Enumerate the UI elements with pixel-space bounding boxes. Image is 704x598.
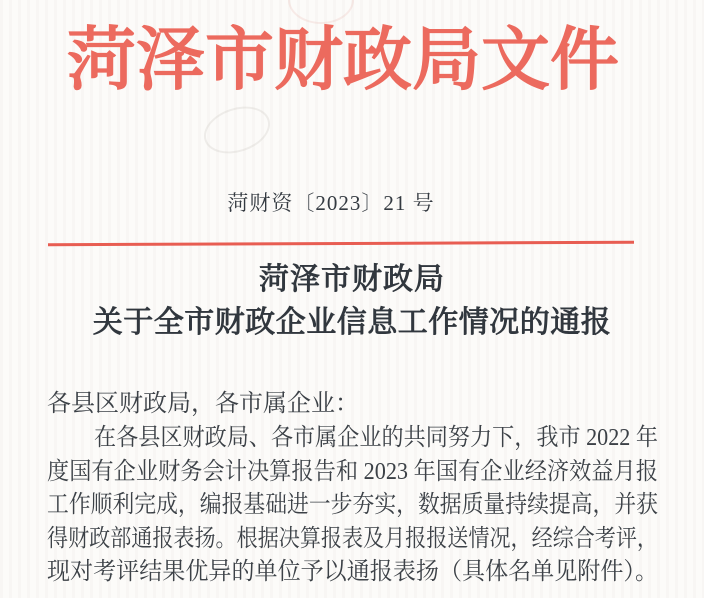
document-number-text: 菏财资〔2023〕21 号 — [227, 191, 435, 215]
letterhead-title — [0, 14, 686, 106]
body-line: 在各县区财政局、各市属企业的共同努力下，我市 2022 年 — [94, 425, 658, 451]
document-title — [7, 258, 697, 344]
scan-artifact — [198, 99, 276, 162]
letterhead-title-text: 菏泽市财政局文件 — [67, 22, 619, 98]
document-title-line1: 菏泽市财政局 — [259, 263, 445, 296]
body-line: 得财政部通报表扬。根据决算报表及月报报送情况，经综合考评， — [47, 525, 658, 552]
document-title-line2: 关于全市财政企业信息工作情况的通报 — [92, 306, 612, 339]
body-line: 工作顺利完成，编报基础进一步夯实，数据质量持续提高，并获 — [47, 492, 658, 519]
body-paragraph — [47, 422, 658, 590]
document-body — [47, 386, 658, 590]
document-number — [0, 188, 676, 218]
body-line: 现对考评结果优异的单位予以通报表扬（具体名单见附件）。 — [47, 559, 658, 586]
red-divider-line — [48, 241, 634, 247]
body-line: 度国有企业财务会计决算报告和 2023 年国有企业经济效益月报 — [47, 458, 658, 485]
salutation-line: 各县区财政局，各市属企业： — [47, 391, 359, 417]
